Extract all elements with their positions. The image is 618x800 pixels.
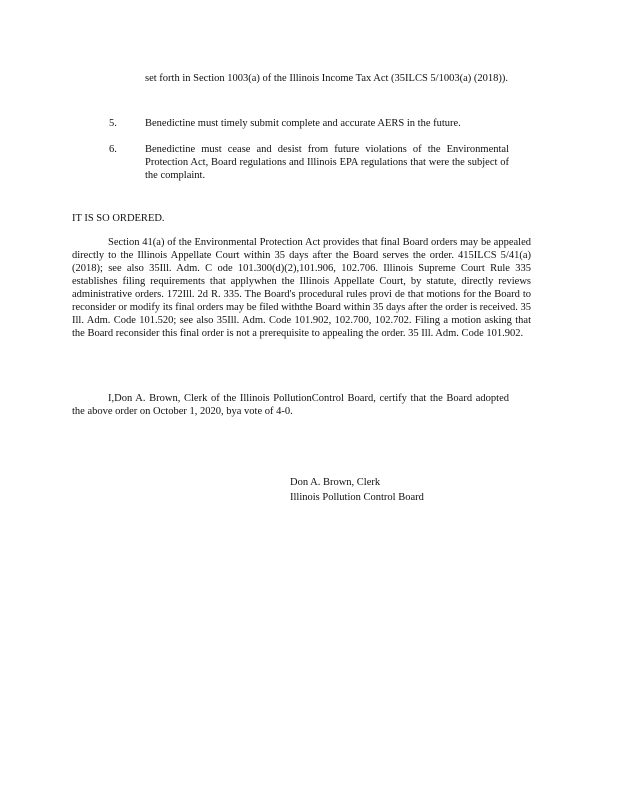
list-item-number: 6. (109, 144, 117, 155)
list-item-6 (109, 143, 529, 183)
list-item-text: Benedictine must cease and desist from future violations of the Environmental Protection Act, Board regulations and Illinois EPA regulations that were the subject of the complaint. (145, 144, 509, 181)
signature-organization: Illinois Pollution Control Board (290, 492, 424, 503)
continued-paragraph: set forth in Section 1003(a) of the Illinois Income Tax Act (35ILCS 5/1003(a) (2018)). (145, 73, 508, 84)
list-item-number: 5. (109, 118, 117, 129)
certification-paragraph: I,Don A. Brown, Clerk of the Illinois PollutionControl Board, certify that the Board adopted the above order on October 1, 2020, bya vote of 4-0. (72, 393, 509, 417)
signature-name: Don A. Brown, Clerk (290, 477, 381, 488)
list-item-5 (109, 117, 529, 131)
list-item-text: Benedictine must timely submit complete and accurate AERS in the future. (145, 118, 461, 129)
appeal-paragraph: Section 41(a) of the Environmental Protection Act provides that final Board orders may be appealed directly to the Illinois Appellate Court within 35 days after the Board serves the order. 415ILCS 5/41(a) (2018); see also 35Ill. Adm. C ode 101.300(d)(2),101.906, 102.706. Illinois Supreme Court Rule 335 establishes filing requirements that applywhen the Illinois Appellate Court, by statute, directly reviews administrative orders. 172Ill. 2d R. 335. The Board's procedural rules provi de that motions for the Board to reconsider or modify its final orders may be filed withthe Board within 35 days after the order is received. 35 Ill. Adm. Code 101.520; see also 35Ill. Adm. Code 101.902, 102.700, 102.702. Filing a motion asking that the Board reconsider this final order is not a prerequisite to appealing the order. 35 Ill. Adm. Code 101.902. (72, 237, 531, 339)
signature-block (290, 476, 510, 504)
order-heading: IT IS SO ORDERED. (72, 213, 165, 224)
